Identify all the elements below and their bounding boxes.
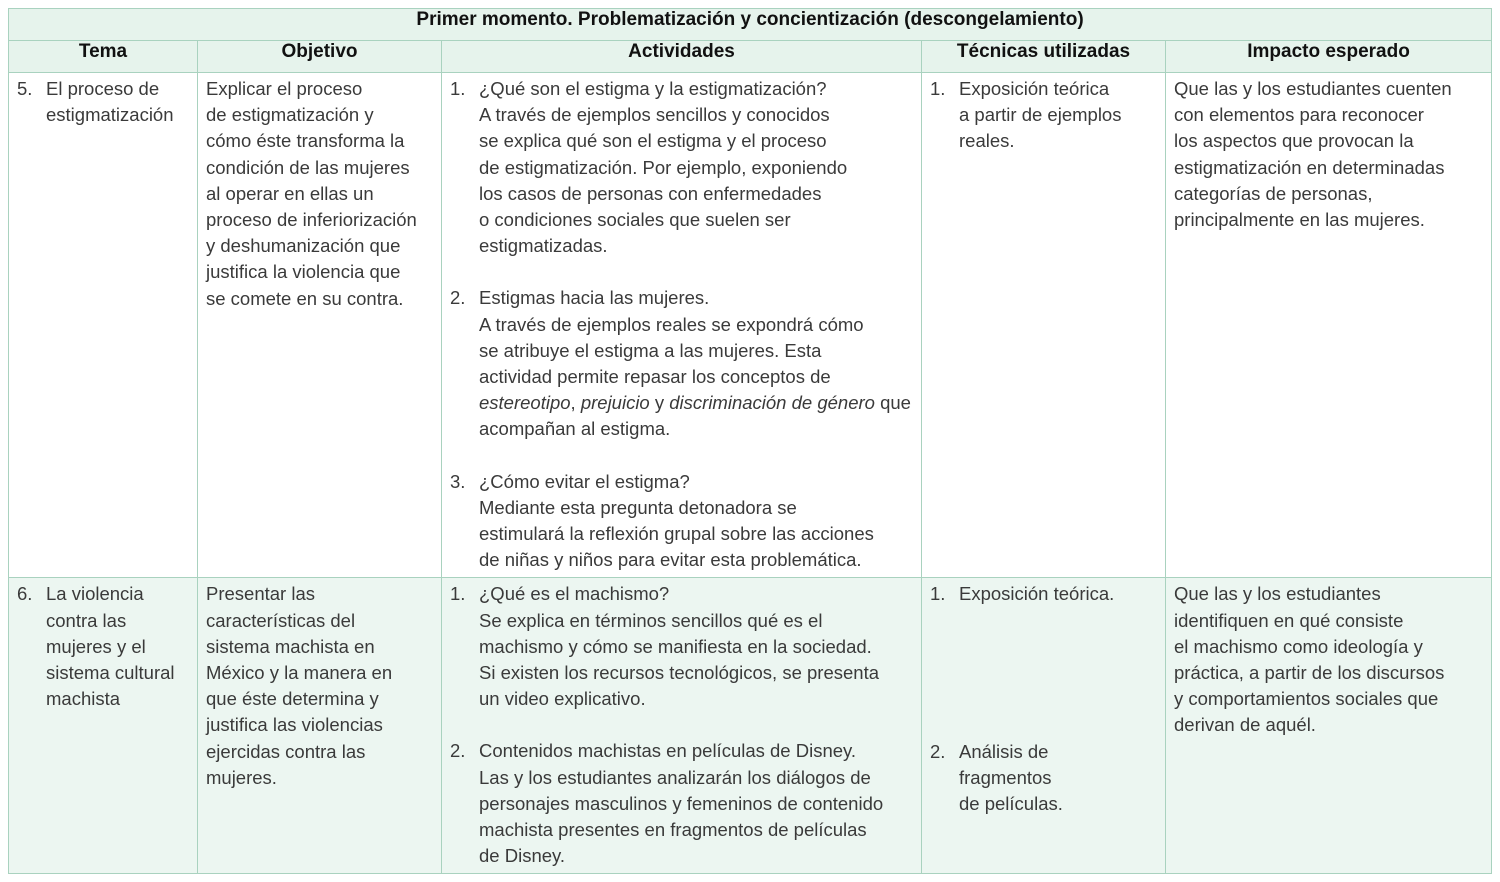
technique-line: a partir de ejemplos [959, 104, 1122, 126]
activity-item [450, 76, 913, 259]
activity-line: estigmatizadas. [479, 235, 608, 257]
technique-line: de películas. [959, 793, 1063, 815]
term-prejuicio: prejuicio [580, 392, 650, 414]
activity-line: Las y los estudiantes analizarán los diálogos de [479, 766, 871, 788]
header-tecnicas: Técnicas utilizadas [922, 41, 1166, 73]
objetivo-line: y deshumanización que [206, 235, 401, 257]
header-actividades: Actividades [442, 41, 922, 73]
term-separator: que [874, 392, 911, 414]
term-separator: , [570, 392, 581, 414]
technique-number: 2. [930, 740, 946, 762]
objetivo-line: que éste determina y [206, 688, 379, 710]
activity-line: o condiciones sociales que suelen ser [479, 209, 791, 231]
technique-line: fragmentos [959, 766, 1052, 788]
technique-line: Exposición teórica. [959, 583, 1115, 605]
cell-impacto [1166, 73, 1492, 578]
objetivo-line: cómo éste transforma la [206, 130, 405, 152]
table-row [9, 578, 1492, 874]
activity-line: estimulará la reflexión grupal sobre las acciones [479, 523, 874, 545]
impacto-line: con elementos para reconocer [1174, 104, 1424, 126]
activity-line: ¿Cómo evitar el estigma? [479, 470, 690, 492]
technique-item [930, 581, 1157, 607]
activity-line: de estigmatización. Por ejemplo, exponiendo [479, 156, 848, 178]
objetivo-line: características del [206, 609, 356, 631]
header-tema: Tema [9, 41, 198, 73]
activity-line: de niñas y niños para evitar esta problemática. [479, 549, 862, 571]
impacto-line: el machismo como ideología y [1174, 635, 1423, 657]
table-title: Primer momento. Problematización y concientización (descongelamiento) [9, 9, 1492, 41]
impacto-line: identifiquen en qué consiste [1174, 609, 1404, 631]
impacto-line: práctica, a partir de los discursos [1174, 662, 1445, 684]
impacto-line: Que las y los estudiantes [1174, 583, 1381, 605]
objetivo-line: de estigmatización y [206, 104, 374, 126]
impacto-line: Que las y los estudiantes cuenten [1174, 78, 1452, 99]
table-title-row [9, 9, 1492, 41]
activity-item [450, 285, 913, 442]
objetivo-line: México y la manera en [206, 662, 393, 684]
activity-line: A través de ejemplos sencillos y conocidos [479, 104, 830, 126]
technique-item [930, 739, 1157, 818]
activity-number: 1. [450, 583, 466, 605]
tema-line: machista [46, 688, 121, 710]
activity-line: Si existen los recursos tecnológicos, se presenta [479, 662, 880, 684]
impacto-line: categorías de personas, [1174, 182, 1373, 204]
activity-line: machismo y cómo se manifiesta en la sociedad. [479, 635, 872, 657]
program-table [8, 8, 1492, 874]
activity-line: Estigmas hacia las mujeres. [479, 287, 710, 309]
term-estereotipo: estereotipo [479, 392, 571, 414]
tema-item [17, 581, 189, 712]
impacto-line: principalmente en las mujeres. [1174, 209, 1425, 231]
activity-line: Mediante esta pregunta detonadora se [479, 496, 797, 518]
cell-actividades [442, 578, 922, 874]
impacto-line: los aspectos que provocan la [1174, 130, 1414, 152]
objetivo-line: sistema machista en [206, 635, 375, 657]
program-table-container [8, 8, 1491, 874]
objetivo-line: condición de las mujeres [206, 156, 410, 178]
activity-number: 2. [450, 287, 466, 309]
cell-impacto [1166, 578, 1492, 874]
tema-line: El proceso de [46, 78, 160, 99]
activity-line: se atribuye el estigma a las mujeres. Esta [479, 339, 822, 361]
tema-item [17, 76, 189, 128]
activity-line: ¿Qué son el estigma y la estigmatización? [479, 78, 827, 99]
activity-line: Contenidos machistas en películas de Disney. [479, 740, 857, 762]
activity-line: acompañan al estigma. [479, 418, 671, 440]
header-objetivo: Objetivo [198, 41, 442, 73]
cell-actividades [442, 73, 922, 578]
term-separator: y [649, 392, 670, 414]
objetivo-line: Presentar las [206, 583, 315, 605]
cell-objetivo [198, 578, 442, 874]
activity-number: 1. [450, 78, 466, 99]
impacto-line: estigmatización en determinadas [1174, 156, 1445, 178]
technique-line: Análisis de [959, 740, 1049, 762]
impacto-line: derivan de aquél. [1174, 714, 1316, 736]
impacto-line: y comportamientos sociales que [1174, 688, 1439, 710]
activity-item [450, 581, 913, 712]
tema-line: estigmatización [46, 104, 174, 126]
technique-line: Exposición teórica [959, 78, 1110, 99]
technique-spacer [930, 608, 1157, 739]
activity-line: se explica qué son el estigma y el proceso [479, 130, 827, 152]
objetivo-line: se comete en su contra. [206, 287, 404, 309]
table-row [9, 73, 1492, 578]
technique-number: 1. [930, 583, 946, 605]
tema-line: mujeres y el [46, 635, 146, 657]
cell-tema [9, 578, 198, 874]
activity-number: 3. [450, 470, 466, 492]
tema-line: La violencia [46, 583, 144, 605]
technique-item [930, 76, 1157, 155]
cell-tema [9, 73, 198, 578]
activity-item [450, 738, 913, 869]
activity-line: A través de ejemplos reales se expondrá cómo [479, 313, 864, 335]
tema-number: 6. [17, 583, 33, 605]
cell-tecnicas [922, 578, 1166, 874]
tema-line: contra las [46, 609, 127, 631]
activity-line: machista presentes en fragmentos de películas [479, 819, 867, 841]
objetivo-line: Explicar el proceso [206, 78, 363, 99]
activity-line: ¿Qué es el machismo? [479, 583, 670, 605]
technique-line: reales. [959, 130, 1015, 152]
objetivo-line: mujeres. [206, 766, 277, 788]
activity-line: los casos de personas con enfermedades [479, 182, 822, 204]
objetivo-line: justifica las violencias [206, 714, 383, 736]
technique-number: 1. [930, 78, 946, 99]
term-discriminacion: discriminación de género [669, 392, 875, 414]
header-impacto: Impacto esperado [1166, 41, 1492, 73]
activity-line-with-terms [479, 390, 913, 416]
activity-line: de Disney. [479, 845, 566, 867]
objetivo-line: proceso de inferiorización [206, 209, 417, 231]
tema-number: 5. [17, 78, 33, 99]
tema-line: sistema cultural [46, 662, 175, 684]
objetivo-line: ejercidas contra las [206, 740, 366, 762]
activity-number: 2. [450, 740, 466, 762]
activity-line: actividad permite repasar los conceptos de [479, 366, 831, 388]
objetivo-line: justifica la violencia que [206, 261, 401, 283]
objetivo-line: al operar en ellas un [206, 182, 374, 204]
cell-tecnicas [922, 73, 1166, 578]
activity-item [450, 469, 913, 574]
activity-line: Se explica en términos sencillos qué es el [479, 609, 823, 631]
activity-line: personajes masculinos y femeninos de contenido [479, 792, 884, 814]
table-header-row [9, 41, 1492, 73]
cell-objetivo [198, 73, 442, 578]
activity-line: un video explicativo. [479, 688, 646, 710]
